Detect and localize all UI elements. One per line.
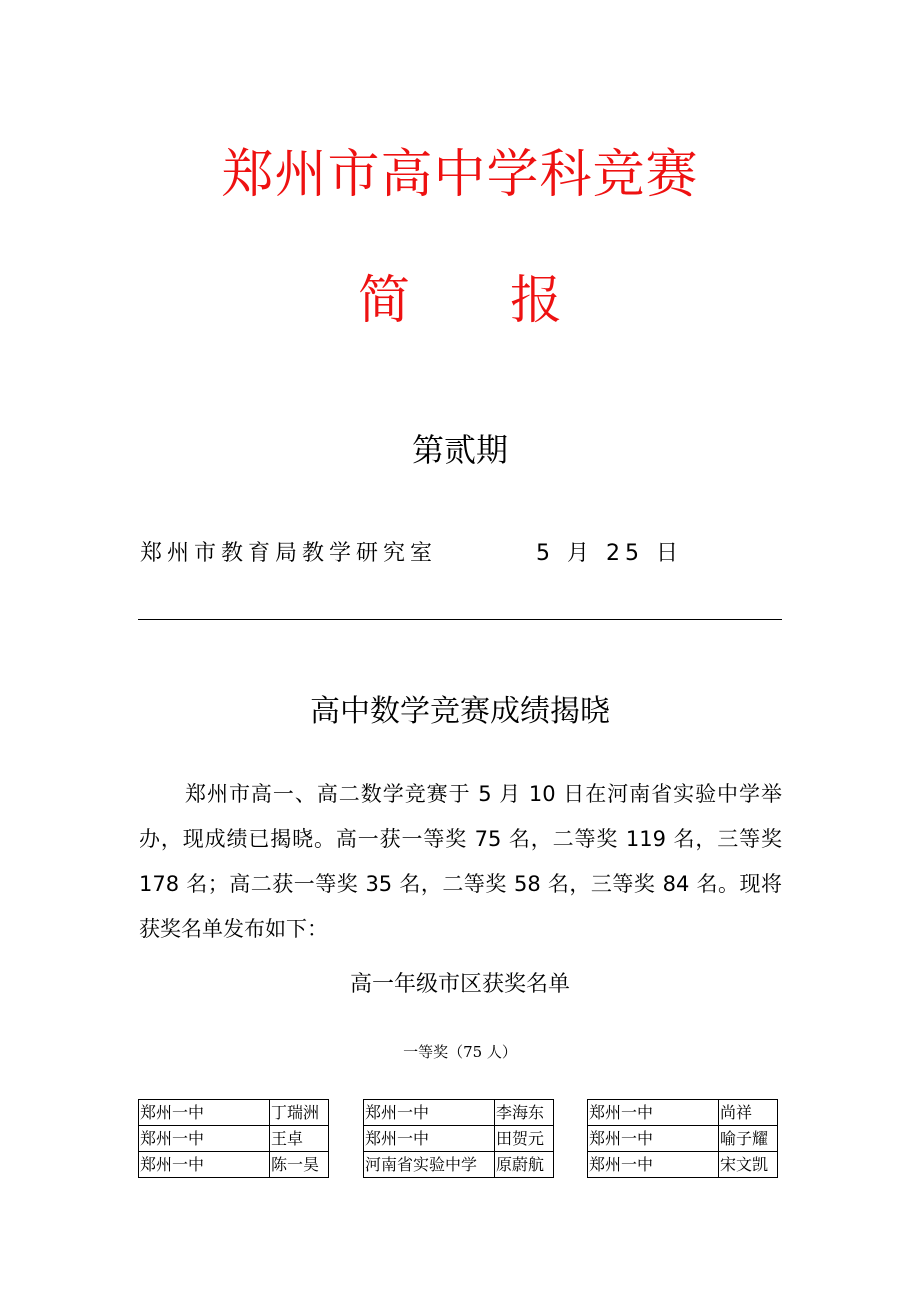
- student-name-cell: 陈一昊: [270, 1152, 329, 1178]
- table-row: [139, 1100, 329, 1126]
- issue-number: 第贰期: [411, 431, 508, 469]
- prize-level-label: 一等奖（75 人）: [403, 1043, 517, 1061]
- table-row: [139, 1152, 329, 1178]
- school-cell: 郑州一中: [364, 1126, 495, 1152]
- table-row: [588, 1100, 778, 1126]
- table-row: [588, 1126, 778, 1152]
- table-row: [364, 1152, 554, 1178]
- subtitle-char-1: 简: [357, 271, 410, 331]
- bulletin-title: 郑州市高中学科竞赛: [221, 145, 699, 205]
- student-name-cell: 喻子耀: [719, 1126, 778, 1152]
- award-table-1: [138, 1099, 329, 1178]
- school-cell: 郑州一中: [364, 1100, 495, 1126]
- award-table-3: [587, 1099, 778, 1178]
- student-name-cell: 王卓: [270, 1126, 329, 1152]
- table-row: [364, 1100, 554, 1126]
- article-title: 高中数学竞赛成绩揭晓: [310, 694, 610, 729]
- table-row: [588, 1152, 778, 1178]
- student-name-cell: 田贺元: [495, 1126, 554, 1152]
- student-name-cell: 宋文凯: [719, 1152, 778, 1178]
- award-list-title: 高一年级市区获奖名单: [349, 972, 570, 997]
- student-name-cell: 李海东: [495, 1100, 554, 1126]
- school-cell: 河南省实验中学: [364, 1152, 495, 1178]
- article-body: [139, 772, 782, 952]
- school-cell: 郑州一中: [139, 1100, 270, 1126]
- student-name-cell: 丁瑞洲: [270, 1100, 329, 1126]
- issuing-org: 郑州市教育局教学研究室: [140, 541, 438, 566]
- school-cell: 郑州一中: [588, 1126, 719, 1152]
- table-row: [364, 1126, 554, 1152]
- school-cell: 郑州一中: [139, 1126, 270, 1152]
- bulletin-subtitle: [0, 266, 920, 336]
- issue-date: 5 月 25 日: [536, 541, 683, 566]
- school-cell: 郑州一中: [588, 1152, 719, 1178]
- subtitle-char-2: 报: [510, 271, 563, 331]
- article-paragraph: 郑州市高一、高二数学竞赛于 5 月 10 日在河南省实验中学举办，现成绩已揭晓。高一获一等奖 75 名，二等奖 119 名，三等奖 178 名；高二获一等奖 35 名，二等奖 58 名，三等奖 84 名。现将获奖名单发布如下：: [139, 782, 782, 941]
- table-row: [139, 1126, 329, 1152]
- award-table-2: [363, 1099, 554, 1178]
- school-cell: 郑州一中: [139, 1152, 270, 1178]
- school-cell: 郑州一中: [588, 1100, 719, 1126]
- header-divider: [138, 619, 782, 620]
- student-name-cell: 尚祥: [719, 1100, 778, 1126]
- student-name-cell: 原蔚航: [495, 1152, 554, 1178]
